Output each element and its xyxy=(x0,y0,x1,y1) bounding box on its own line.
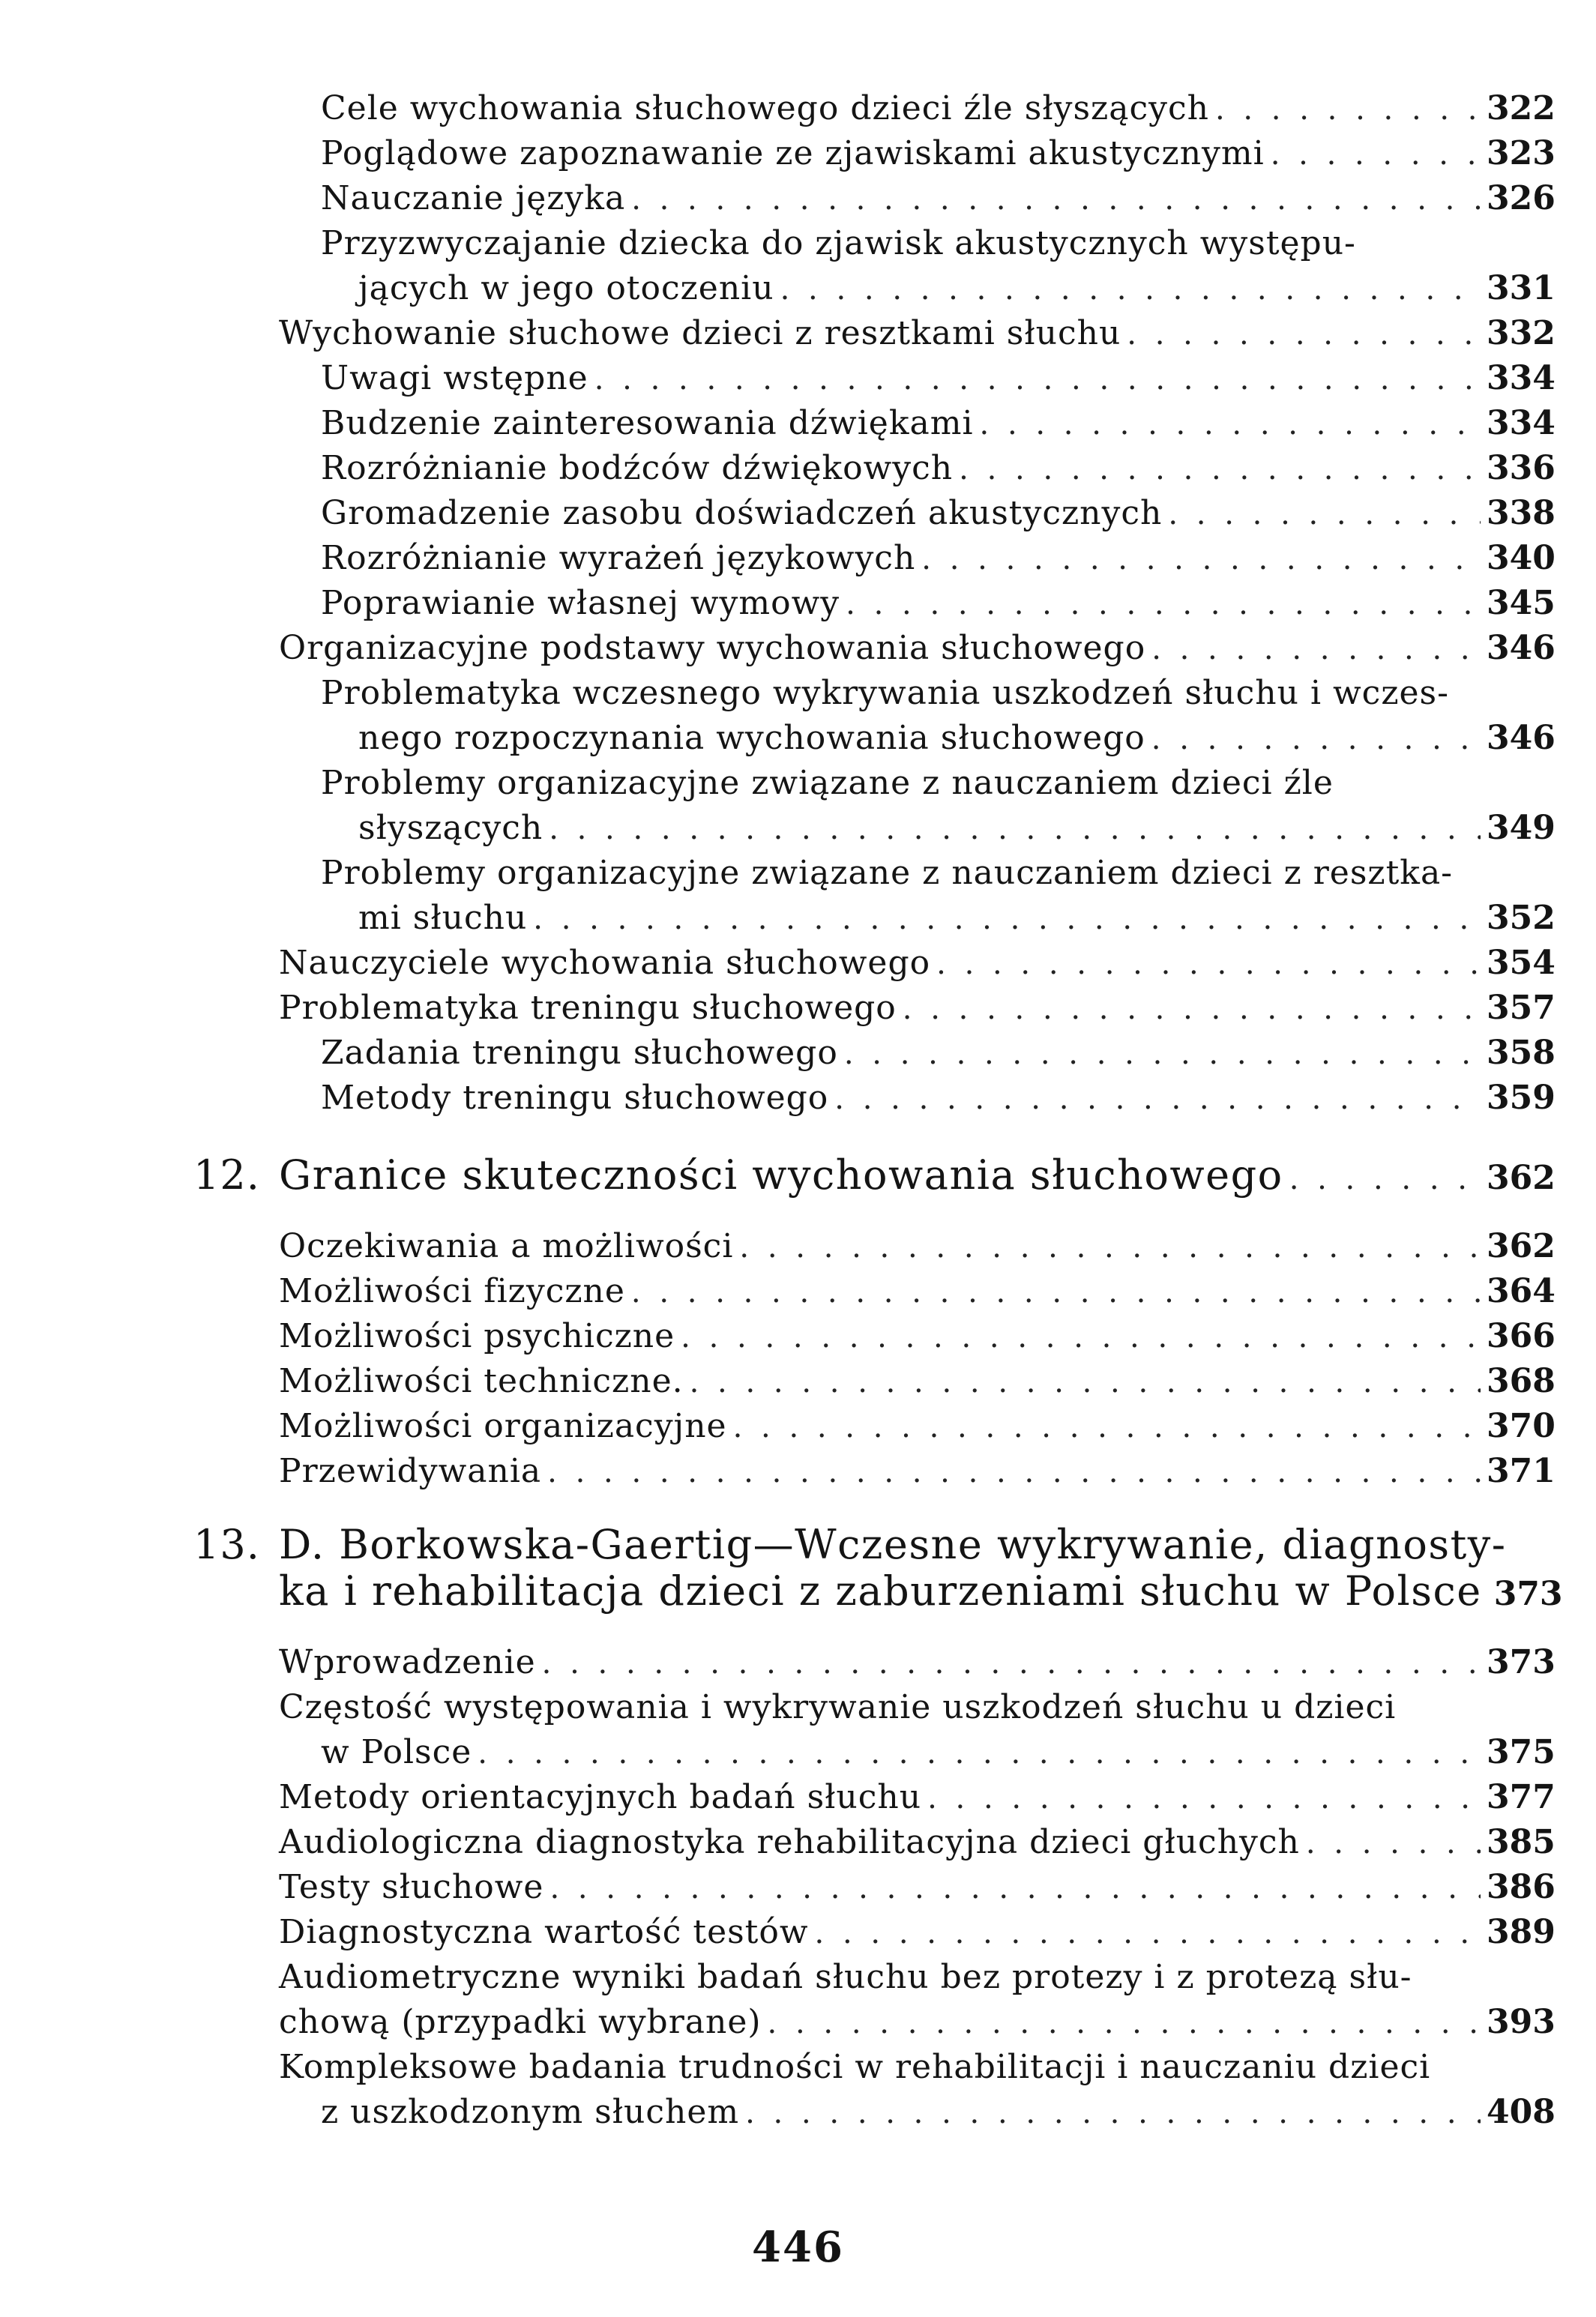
chapter-number: 12. xyxy=(193,1151,260,1199)
toc-entry-title: Rozróżnianie wyrażeń językowych xyxy=(321,539,916,577)
toc-entry-title: Diagnostyczna wartość testów xyxy=(279,1913,809,1951)
toc-entry-title-line1: Problematyka wczesnego wykrywania uszkodzeń słuchu i wczes- xyxy=(321,674,1449,712)
toc-entry-title: Audiologiczna diagnostyka rehabilitacyjna dzieci głuchych xyxy=(279,1823,1300,1861)
dot-leader xyxy=(542,1641,1481,1686)
dot-leader xyxy=(815,1911,1481,1956)
toc-entry-page: 373 xyxy=(1493,1575,1563,1613)
toc-entry-page: 364 xyxy=(1487,1272,1556,1310)
toc-entry-title: Gromadzenie zasobu doświadczeń akustycznych xyxy=(321,494,1163,532)
chapter-title-line2: ka i rehabilitacja dzieci z zaburzeniami słuchu w Polsce xyxy=(279,1567,1482,1615)
toc-entry-title-line2: słyszących xyxy=(358,809,543,847)
dot-leader xyxy=(768,2001,1481,2046)
toc-entry-title: Metody treningu słuchowego xyxy=(321,1079,829,1117)
dot-leader xyxy=(745,2091,1481,2136)
toc-entry-title: Możliwości psychiczne xyxy=(279,1317,675,1355)
dot-leader xyxy=(1168,492,1481,537)
toc-entry-title: Wychowanie słuchowe dzieci z resztkami słuchu xyxy=(279,314,1121,352)
toc-entry-page: 331 xyxy=(1487,269,1556,307)
toc-entry-title: Możliwości fizyczne xyxy=(279,1272,625,1310)
dot-leader xyxy=(1271,132,1481,177)
toc-entry-title-line2: nego rozpoczynania wychowania słuchowego xyxy=(358,719,1145,757)
toc-entry-page: 338 xyxy=(1487,494,1556,532)
dot-leader xyxy=(927,1776,1481,1821)
toc-entry-page: 386 xyxy=(1487,1868,1556,1906)
toc-entry-title-line1: Problemy organizacyjne związane z nauczaniem dzieci źle xyxy=(321,764,1334,802)
toc-entry-page: 323 xyxy=(1487,134,1556,172)
toc-entry-page: 370 xyxy=(1487,1407,1556,1445)
toc-entry-title: Przewidywania xyxy=(279,1452,542,1490)
toc-entry-title: Metody orientacyjnych badań słuchu xyxy=(279,1778,922,1816)
toc-entry-page: 408 xyxy=(1487,2093,1556,2131)
toc-entry-page: 373 xyxy=(1487,1643,1556,1681)
toc-entry-page: 358 xyxy=(1487,1034,1556,1072)
toc-entry-title: Poglądowe zapoznawanie ze zjawiskami akustycznymi xyxy=(321,134,1265,172)
dot-leader xyxy=(921,537,1481,582)
dot-leader xyxy=(1151,627,1481,672)
toc-entry-title-line2: w Polsce xyxy=(321,1733,472,1771)
dot-leader xyxy=(780,267,1481,312)
toc-entry-page: 334 xyxy=(1487,359,1556,397)
toc-entry-page: 336 xyxy=(1487,449,1556,487)
toc-entry-title: Nauczanie języka xyxy=(321,179,626,217)
dot-leader xyxy=(834,1076,1481,1121)
dot-leader xyxy=(959,447,1481,492)
chapter-number: 13. xyxy=(193,1521,260,1568)
toc-entry-page: 322 xyxy=(1487,89,1556,127)
toc-entry-title-line2: z uszkodzonym słuchem xyxy=(321,2093,740,2131)
toc-entry-page: 354 xyxy=(1487,944,1556,982)
dot-leader xyxy=(1127,312,1481,357)
dot-leader xyxy=(903,986,1481,1031)
dot-leader xyxy=(936,941,1481,986)
toc-entry-title-line1: Przyzwyczajanie dziecka do zjawisk akustycznych występu- xyxy=(321,224,1356,262)
dot-leader xyxy=(980,402,1481,447)
toc-entry-title: Testy słuchowe xyxy=(279,1868,544,1906)
dot-leader xyxy=(1289,1157,1481,1202)
toc-entry-page: 349 xyxy=(1487,809,1556,847)
dot-leader xyxy=(549,807,1481,852)
toc-entry-title: Nauczyciele wychowania słuchowego xyxy=(279,944,931,982)
toc-entry-title: Organizacyjne podstawy wychowania słuchowego xyxy=(279,629,1146,667)
toc-entry-title: Uwagi wstępne xyxy=(321,359,588,397)
dot-leader xyxy=(1215,87,1481,132)
dot-leader xyxy=(478,1731,1481,1776)
toc-entry-page: 371 xyxy=(1487,1452,1556,1490)
dot-leader xyxy=(533,897,1481,941)
toc-entry-page: 362 xyxy=(1487,1159,1556,1197)
dot-leader xyxy=(631,177,1481,222)
toc-entry-title: Cele wychowania słuchowego dzieci źle słyszących xyxy=(321,89,1209,127)
toc-entry-title-line1: Częstość występowania i wykrywanie uszkodzeń słuchu u dzieci xyxy=(279,1688,1397,1726)
dot-leader xyxy=(690,1360,1481,1405)
dot-leader xyxy=(594,357,1481,402)
toc-entry-title: Oczekiwania a możliwości xyxy=(279,1227,734,1265)
dot-leader xyxy=(846,582,1481,627)
chapter-title: Granice skuteczności wychowania słuchowego xyxy=(279,1151,1283,1199)
toc-entry-title-line2: chową (przypadki wybrane) xyxy=(279,2003,762,2041)
toc-entry-title-line1: Kompleksowe badania trudności w rehabilitacji i nauczaniu dzieci xyxy=(279,2048,1431,2086)
toc-entry-page: 345 xyxy=(1487,584,1556,622)
toc-entry-title-line1: Audiometryczne wyniki badań słuchu bez protezy i z protezą słu- xyxy=(279,1958,1412,1996)
dot-leader xyxy=(1151,717,1481,762)
dot-leader xyxy=(733,1405,1481,1450)
toc-entry-title-line1: Problemy organizacyjne związane z nauczaniem dzieci z resztka- xyxy=(321,854,1454,892)
toc-entry-title: Możliwości techniczne. xyxy=(279,1362,684,1400)
dot-leader xyxy=(631,1270,1481,1315)
toc-entry-page: 385 xyxy=(1487,1823,1556,1861)
toc-entry-page: 357 xyxy=(1487,989,1556,1027)
dot-leader xyxy=(549,1866,1481,1911)
dot-leader xyxy=(1306,1821,1481,1866)
toc-entry-title: Wprowadzenie xyxy=(279,1643,536,1681)
dot-leader xyxy=(739,1225,1481,1270)
toc-entry-page: 393 xyxy=(1487,2003,1556,2041)
dot-leader xyxy=(681,1315,1481,1360)
toc-entry-page: 326 xyxy=(1487,179,1556,217)
toc-entry-page: 346 xyxy=(1487,629,1556,667)
toc-entry-page: 334 xyxy=(1487,404,1556,442)
dot-leader xyxy=(844,1031,1481,1076)
toc-entry-title: Budzenie zainteresowania dźwiękami xyxy=(321,404,974,442)
toc-entry-page: 340 xyxy=(1487,539,1556,577)
chapter-title-line1: D. Borkowska-Gaertig—Wczesne wykrywanie, diagnosty- xyxy=(279,1521,1507,1568)
toc-entry-title-line2: jących w jego otoczeniu xyxy=(358,269,774,307)
toc-entry-page: 332 xyxy=(1487,314,1556,352)
toc-entry-page: 366 xyxy=(1487,1317,1556,1355)
toc-entry-page: 346 xyxy=(1487,719,1556,757)
toc-entry-title: Poprawianie własnej wymowy xyxy=(321,584,840,622)
toc-entry-title: Zadania treningu słuchowego xyxy=(321,1034,838,1072)
page-number: 446 xyxy=(752,2223,844,2272)
toc-entry-page: 368 xyxy=(1487,1362,1556,1400)
toc-entry-page: 352 xyxy=(1487,899,1556,937)
toc-entry-page: 377 xyxy=(1487,1778,1556,1816)
toc-entry-title: Możliwości organizacyjne xyxy=(279,1407,727,1445)
toc-entry-page: 375 xyxy=(1487,1733,1556,1771)
toc-entry-page: 359 xyxy=(1487,1079,1556,1117)
toc-entry-page: 389 xyxy=(1487,1913,1556,1951)
toc-entry-title-line2: mi słuchu xyxy=(358,899,528,937)
toc-entry-page: 362 xyxy=(1487,1227,1556,1265)
toc-entry-title: Rozróżnianie bodźców dźwiękowych xyxy=(321,449,954,487)
toc-entry-title: Problematyka treningu słuchowego xyxy=(279,989,897,1027)
dot-leader xyxy=(547,1450,1481,1495)
